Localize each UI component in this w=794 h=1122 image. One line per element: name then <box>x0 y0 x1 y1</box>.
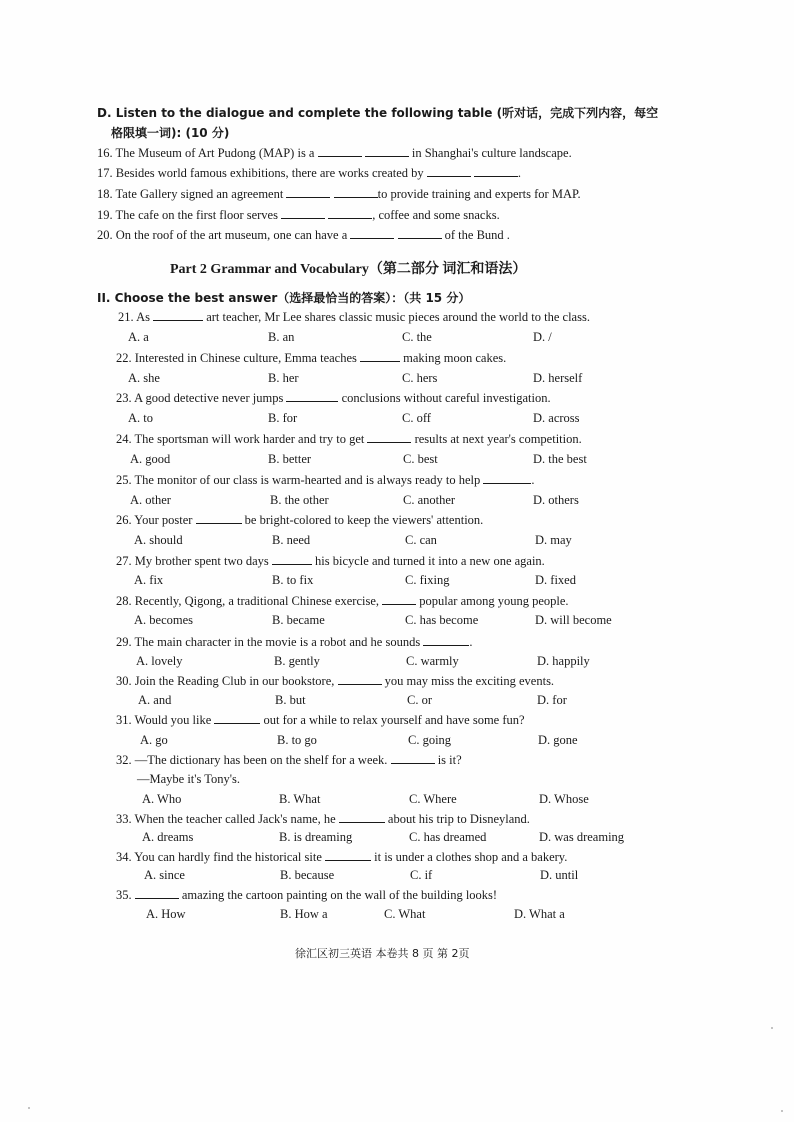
question-24 <box>116 431 582 447</box>
option-c[interactable]: C. Where <box>409 792 457 806</box>
question-text: it is under a clothes shop and a bakery. <box>371 850 568 864</box>
answer-blank[interactable] <box>423 634 469 646</box>
question-text: making moon cakes. <box>400 351 507 365</box>
option-d[interactable]: D. / <box>533 330 552 344</box>
item-19 <box>97 207 500 223</box>
answer-blank[interactable] <box>153 309 203 321</box>
question-text: You can hardly find the historical site <box>134 850 326 864</box>
page-footer: 徐汇区初三英语 本卷共 8 页 第 2页 <box>295 947 470 960</box>
option-d[interactable]: D. for <box>537 693 567 707</box>
question-30 <box>116 673 554 689</box>
answer-blank[interactable] <box>365 145 409 157</box>
option-c[interactable]: C. can <box>405 533 437 547</box>
option-b[interactable]: B. because <box>280 868 335 882</box>
option-b[interactable]: B. need <box>272 533 311 547</box>
item-text: of the Bund . <box>444 228 510 242</box>
option-b[interactable]: B. became <box>272 613 325 627</box>
question-text: his bicycle and turned it into a new one again. <box>311 554 545 568</box>
option-b[interactable]: B. What <box>279 792 321 806</box>
question-25 <box>116 472 535 488</box>
question-number: 30. <box>116 674 135 688</box>
option-a[interactable]: A. fix <box>134 573 164 587</box>
option-d[interactable]: D. others <box>533 493 579 507</box>
answer-blank[interactable] <box>334 186 378 198</box>
item-number: 20. <box>97 228 113 242</box>
question-text: out for a while to relax yourself and have some fun? <box>260 713 525 727</box>
item-18 <box>97 186 581 202</box>
option-b[interactable]: B. better <box>268 452 312 466</box>
question-text: amazing the cartoon painting on the wall of the building looks! <box>178 888 498 902</box>
item-text: to provide training and experts for MAP. <box>377 187 581 201</box>
question-22 <box>116 350 506 366</box>
option-b[interactable]: B. for <box>268 411 298 425</box>
section-d-heading-line2: 格限填一词): (10 分) <box>111 126 230 140</box>
option-c[interactable]: C. another <box>403 493 456 507</box>
option-a[interactable]: A. should <box>134 533 183 547</box>
option-d[interactable]: D. until <box>540 868 579 882</box>
item-number: 17. <box>97 166 113 180</box>
option-d[interactable]: D. the best <box>533 452 587 466</box>
question-text: art teacher, Mr Lee shares classic music pieces around the world to the class. <box>203 310 590 324</box>
answer-blank[interactable] <box>339 811 385 823</box>
answer-blank[interactable] <box>135 887 179 899</box>
answer-blank[interactable] <box>325 849 371 861</box>
answer-blank[interactable] <box>391 752 435 764</box>
question-number: 27. <box>116 554 135 568</box>
question-34 <box>116 849 567 865</box>
question-number: 22. <box>116 351 135 365</box>
question-number: 33. <box>116 812 135 826</box>
question-number: 35. <box>116 888 135 902</box>
answer-blank[interactable] <box>350 227 394 239</box>
option-b[interactable]: B. her <box>268 371 299 385</box>
question-text: Would you like <box>134 713 215 727</box>
option-a[interactable]: A. go <box>140 733 168 747</box>
option-c[interactable]: C. best <box>403 452 438 466</box>
question-number: 26. <box>116 513 135 527</box>
question-29 <box>116 634 472 650</box>
answer-blank[interactable] <box>483 472 531 484</box>
item-number: 19. <box>97 208 113 222</box>
answer-blank[interactable] <box>328 207 372 219</box>
question-text: Interested in Chinese culture, Emma teaches <box>134 351 361 365</box>
question-text: results at next year's competition. <box>411 432 582 446</box>
option-a[interactable]: A. becomes <box>134 613 194 627</box>
option-c[interactable]: C. warmly <box>406 654 459 668</box>
question-27 <box>116 553 545 569</box>
answer-blank[interactable] <box>338 673 382 685</box>
question-number: 25. <box>116 473 135 487</box>
option-d[interactable]: D. herself <box>533 371 583 385</box>
answer-blank[interactable] <box>360 350 400 362</box>
question-text: When the teacher called Jack's name, he <box>134 812 339 826</box>
option-d[interactable]: D. across <box>533 411 580 425</box>
item-text: The Museum of Art Pudong (MAP) is a <box>115 146 315 160</box>
option-d[interactable]: D. happily <box>537 654 590 668</box>
question-number: 28. <box>116 594 135 608</box>
question-text: Recently, Qigong, a traditional Chinese exercise, <box>134 594 383 608</box>
option-c[interactable]: C. What <box>384 907 426 921</box>
option-d[interactable]: D. may <box>535 533 572 547</box>
section-ii-heading: II. Choose the best answer（选择最恰当的答案）：（共 15 分） <box>97 291 471 305</box>
question-21 <box>118 309 590 325</box>
question-text: conclusions without careful investigation. <box>338 391 551 405</box>
item-text: Besides world famous exhibitions, there are works created by <box>115 166 424 180</box>
question-text: you may miss the exciting events. <box>381 674 555 688</box>
question-text: Join the Reading Club in our bookstore, <box>134 674 338 688</box>
option-c[interactable]: C. going <box>408 733 452 747</box>
item-text: The cafe on the first floor serves <box>115 208 278 222</box>
option-a[interactable]: A. and <box>138 693 172 707</box>
section-d-heading-line1: D. Listen to the dialogue and complete the following table (听对话，完成下列内容，每空 <box>97 106 659 120</box>
item-text: in Shanghai's culture landscape. <box>411 146 572 160</box>
option-c[interactable]: C. the <box>402 330 432 344</box>
option-a[interactable]: A. a <box>128 330 149 344</box>
scan-speck <box>771 1027 773 1029</box>
option-c[interactable]: C. or <box>407 693 432 707</box>
question-text: The monitor of our class is warm-hearted and is always ready to help <box>134 473 484 487</box>
option-c[interactable]: C. fixing <box>405 573 450 587</box>
answer-blank[interactable] <box>318 145 362 157</box>
question-number: 24. <box>116 432 135 446</box>
question-32 <box>116 752 462 768</box>
question-text: . <box>531 473 535 487</box>
option-c[interactable]: C. hers <box>402 371 438 385</box>
question-text: —The dictionary has been on the shelf for a week. <box>134 753 391 767</box>
option-c[interactable]: C. has become <box>405 613 479 627</box>
question-text: popular among young people. <box>416 594 569 608</box>
answer-blank[interactable] <box>286 390 338 402</box>
question-number: 34. <box>116 850 135 864</box>
question-number: 32. <box>116 753 135 767</box>
item-number: 18. <box>97 187 113 201</box>
question-text: is it? <box>434 753 462 767</box>
option-b[interactable]: B. How a <box>280 907 328 921</box>
option-a[interactable]: A. she <box>128 371 160 385</box>
question-23 <box>116 390 551 406</box>
question-reply-line: —Maybe it's Tony's. <box>137 772 241 786</box>
answer-blank[interactable] <box>286 186 330 198</box>
option-b[interactable]: B. but <box>275 693 306 707</box>
question-text: My brother spent two days <box>134 554 272 568</box>
option-a[interactable]: A. dreams <box>142 830 194 844</box>
question-text: The sportsman will work harder and try to get <box>134 432 368 446</box>
question-number: 23. <box>116 391 135 405</box>
question-text: A good detective never jumps <box>134 391 287 405</box>
answer-blank[interactable] <box>367 431 411 443</box>
option-a[interactable]: A. other <box>130 493 171 507</box>
question-33 <box>116 811 530 827</box>
option-b[interactable]: B. is dreaming <box>279 830 353 844</box>
option-a[interactable]: A. since <box>144 868 185 882</box>
item-text: On the roof of the art museum, one can have a <box>115 228 348 242</box>
item-number: 16. <box>97 146 113 160</box>
answer-blank[interactable] <box>272 553 312 565</box>
option-d[interactable]: D. fixed <box>535 573 576 587</box>
option-d[interactable]: D. was dreaming <box>539 830 625 844</box>
answer-blank[interactable] <box>214 712 260 724</box>
item-20 <box>97 227 510 243</box>
option-b[interactable]: B. gently <box>274 654 320 668</box>
option-c[interactable]: C. off <box>402 411 431 425</box>
answer-blank[interactable] <box>398 227 442 239</box>
question-text: be bright-colored to keep the viewers' attention. <box>241 513 484 527</box>
question-31 <box>116 712 525 728</box>
question-number: 31. <box>116 713 135 727</box>
option-b[interactable]: B. the other <box>270 493 329 507</box>
question-26 <box>116 512 483 528</box>
part-2-title: Part 2 Grammar and Vocabulary（第二部分 词汇和语法） <box>170 262 527 277</box>
answer-blank[interactable] <box>196 512 242 524</box>
option-b[interactable]: B. to go <box>277 733 317 747</box>
option-a[interactable]: A. to <box>128 411 153 425</box>
option-d[interactable]: D. Whose <box>539 792 589 806</box>
question-28 <box>116 593 569 609</box>
option-b[interactable]: B. to fix <box>272 573 314 587</box>
question-text: . <box>469 635 473 649</box>
question-35 <box>116 887 497 903</box>
option-a[interactable]: A. How <box>146 907 186 921</box>
question-number: 21. <box>118 310 137 324</box>
option-a[interactable]: A. good <box>130 452 171 466</box>
scan-speck <box>781 1110 783 1112</box>
option-a[interactable]: A. Who <box>142 792 182 806</box>
question-text: The main character in the movie is a robot and he sounds <box>134 635 424 649</box>
option-d[interactable]: D. What a <box>514 907 565 921</box>
option-c[interactable]: C. if <box>410 868 433 882</box>
question-text: Your poster <box>134 513 196 527</box>
item-16 <box>97 145 572 161</box>
answer-blank[interactable] <box>382 593 416 605</box>
question-text: about his trip to Disneyland. <box>384 812 530 826</box>
option-d[interactable]: D. gone <box>538 733 578 747</box>
answer-blank[interactable] <box>427 165 471 177</box>
question-number: 29. <box>116 635 135 649</box>
option-c[interactable]: C. has dreamed <box>409 830 487 844</box>
item-text: , coffee and some snacks. <box>372 208 500 222</box>
option-a[interactable]: A. lovely <box>136 654 183 668</box>
item-text: Tate Gallery signed an agreement <box>115 187 284 201</box>
item-text: . <box>517 166 522 180</box>
answer-blank[interactable] <box>474 165 518 177</box>
option-b[interactable]: B. an <box>268 330 295 344</box>
question-text: As <box>136 310 154 324</box>
item-17 <box>97 165 521 181</box>
scan-speck <box>28 1107 30 1109</box>
option-d[interactable]: D. will become <box>535 613 612 627</box>
answer-blank[interactable] <box>281 207 325 219</box>
